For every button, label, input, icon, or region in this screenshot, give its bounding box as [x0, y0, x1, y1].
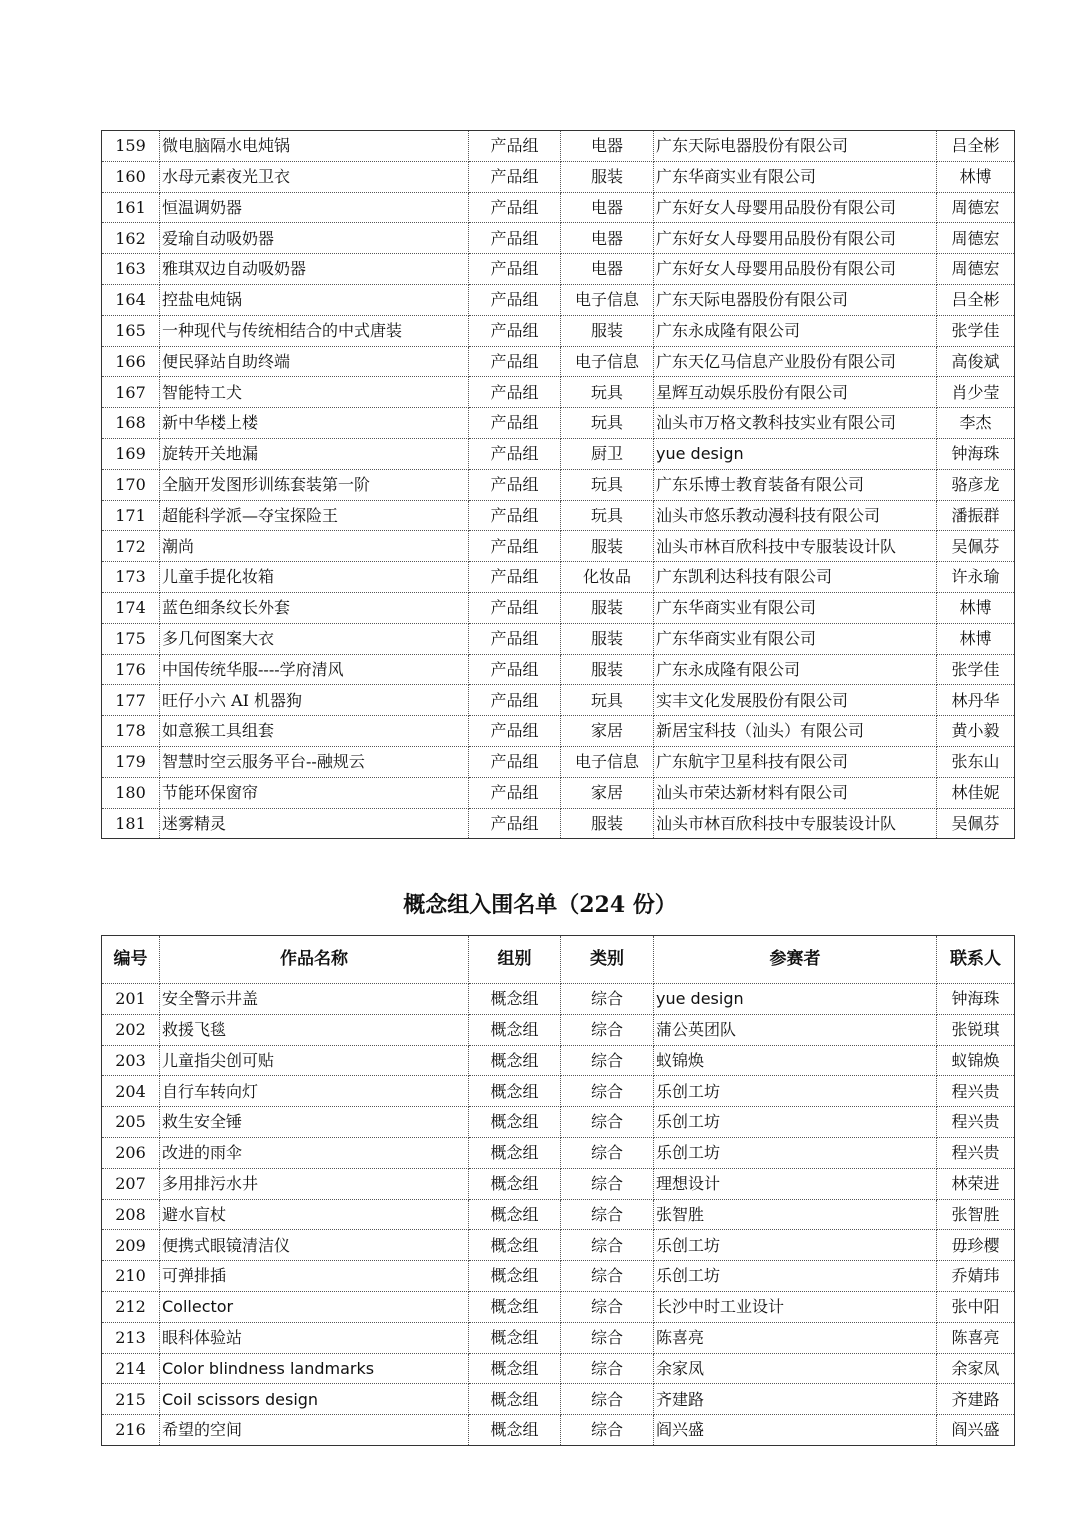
- cell-contact: 林博: [937, 623, 1015, 654]
- cell-num: 167: [102, 377, 160, 408]
- header-num: 编号: [102, 936, 160, 984]
- cell-entrant: 乐创工坊: [654, 1107, 937, 1138]
- cell-group: 产品组: [469, 808, 561, 839]
- header-category: 类别: [561, 936, 654, 984]
- table-row: [102, 131, 1015, 162]
- cell-num: 175: [102, 623, 160, 654]
- table-row: [102, 438, 1015, 469]
- cell-group: 产品组: [469, 346, 561, 377]
- cell-category: 综合: [561, 1230, 654, 1261]
- cell-category: 玩具: [561, 685, 654, 716]
- cell-contact: 肖少莹: [937, 377, 1015, 408]
- cell-name: 微电脑隔水电炖锅: [160, 131, 469, 162]
- cell-entrant: 广东华商实业有限公司: [654, 623, 937, 654]
- cell-name: 安全警示井盖: [160, 984, 469, 1015]
- cell-entrant: 阎兴盛: [654, 1415, 937, 1446]
- cell-num: 177: [102, 685, 160, 716]
- cell-name: 旺仔小六 AI 机器狗: [160, 685, 469, 716]
- cell-name: 多几何图案大衣: [160, 623, 469, 654]
- cell-group: 产品组: [469, 284, 561, 315]
- cell-entrant: 广东天际电器股份有限公司: [654, 131, 937, 162]
- cell-entrant: 齐建路: [654, 1384, 937, 1415]
- cell-num: 203: [102, 1045, 160, 1076]
- cell-num: 171: [102, 500, 160, 531]
- cell-num: 180: [102, 777, 160, 808]
- cell-category: 综合: [561, 1322, 654, 1353]
- cell-group: 概念组: [469, 1076, 561, 1107]
- cell-num: 205: [102, 1107, 160, 1138]
- cell-contact: 许永瑜: [937, 562, 1015, 593]
- cell-group: 产品组: [469, 131, 561, 162]
- table-row: [102, 1322, 1015, 1353]
- table-row: [102, 592, 1015, 623]
- cell-entrant: 实丰文化发展股份有限公司: [654, 685, 937, 716]
- cell-contact: 高俊斌: [937, 346, 1015, 377]
- table-row: [102, 984, 1015, 1015]
- cell-group: 概念组: [469, 1199, 561, 1230]
- cell-group: 产品组: [469, 192, 561, 223]
- table-row: [102, 1045, 1015, 1076]
- cell-category: 服装: [561, 623, 654, 654]
- cell-num: 207: [102, 1168, 160, 1199]
- cell-contact: 周德宏: [937, 254, 1015, 285]
- cell-group: 产品组: [469, 223, 561, 254]
- cell-contact: 周德宏: [937, 192, 1015, 223]
- cell-contact: 潘振群: [937, 500, 1015, 531]
- cell-contact: 张学佳: [937, 654, 1015, 685]
- table-row: [102, 254, 1015, 285]
- cell-group: 概念组: [469, 1168, 561, 1199]
- cell-entrant: 广东好女人母婴用品股份有限公司: [654, 192, 937, 223]
- cell-contact: 张智胜: [937, 1199, 1015, 1230]
- cell-contact: 林佳妮: [937, 777, 1015, 808]
- cell-name: 全脑开发图形训练套装第一阶: [160, 469, 469, 500]
- cell-entrant: 广东永成隆有限公司: [654, 315, 937, 346]
- cell-entrant: 汕头市荣达新材料有限公司: [654, 777, 937, 808]
- cell-category: 综合: [561, 1045, 654, 1076]
- table-row: [102, 746, 1015, 777]
- cell-name: 智能特工犬: [160, 377, 469, 408]
- cell-num: 160: [102, 161, 160, 192]
- concept-group-table: [101, 935, 1015, 1446]
- cell-category: 综合: [561, 1168, 654, 1199]
- cell-name: 旋转开关地漏: [160, 438, 469, 469]
- cell-contact: 黄小毅: [937, 716, 1015, 747]
- cell-category: 综合: [561, 1137, 654, 1168]
- cell-group: 产品组: [469, 531, 561, 562]
- cell-contact: 吕全彬: [937, 131, 1015, 162]
- table-row: [102, 223, 1015, 254]
- cell-category: 玩具: [561, 500, 654, 531]
- cell-contact: 吴佩芬: [937, 531, 1015, 562]
- cell-num: 172: [102, 531, 160, 562]
- table-row: [102, 1230, 1015, 1261]
- table-row: [102, 500, 1015, 531]
- cell-contact: 张学佳: [937, 315, 1015, 346]
- cell-entrant: 广东好女人母婴用品股份有限公司: [654, 223, 937, 254]
- cell-group: 概念组: [469, 1353, 561, 1384]
- cell-entrant: 广东天亿马信息产业股份有限公司: [654, 346, 937, 377]
- table-row: [102, 1384, 1015, 1415]
- cell-group: 产品组: [469, 654, 561, 685]
- cell-name: 控盐电炖锅: [160, 284, 469, 315]
- table-row: [102, 716, 1015, 747]
- cell-group: 概念组: [469, 1230, 561, 1261]
- cell-name: 迷雾精灵: [160, 808, 469, 839]
- cell-group: 产品组: [469, 161, 561, 192]
- cell-contact: 吕全彬: [937, 284, 1015, 315]
- cell-category: 服装: [561, 654, 654, 685]
- cell-num: 159: [102, 131, 160, 162]
- table-row: [102, 377, 1015, 408]
- cell-entrant: 张智胜: [654, 1199, 937, 1230]
- cell-num: 204: [102, 1076, 160, 1107]
- table-row: [102, 808, 1015, 839]
- table-row: [102, 654, 1015, 685]
- cell-num: 162: [102, 223, 160, 254]
- cell-num: 202: [102, 1014, 160, 1045]
- cell-num: 178: [102, 716, 160, 747]
- cell-group: 概念组: [469, 1137, 561, 1168]
- cell-contact: 齐建路: [937, 1384, 1015, 1415]
- cell-group: 产品组: [469, 438, 561, 469]
- cell-category: 综合: [561, 1199, 654, 1230]
- cell-name: 便民驿站自助终端: [160, 346, 469, 377]
- cell-category: 服装: [561, 808, 654, 839]
- cell-entrant: 汕头市林百欣科技中专服装设计队: [654, 531, 937, 562]
- cell-entrant: 广东永成隆有限公司: [654, 654, 937, 685]
- cell-contact: 钟海珠: [937, 984, 1015, 1015]
- cell-num: 163: [102, 254, 160, 285]
- cell-num: 164: [102, 284, 160, 315]
- cell-category: 电器: [561, 192, 654, 223]
- cell-name: Color blindness landmarks: [160, 1353, 469, 1384]
- cell-entrant: 广东航宇卫星科技有限公司: [654, 746, 937, 777]
- cell-num: 201: [102, 984, 160, 1015]
- table-row: [102, 623, 1015, 654]
- cell-category: 电器: [561, 254, 654, 285]
- cell-entrant: 理想设计: [654, 1168, 937, 1199]
- cell-group: 产品组: [469, 254, 561, 285]
- cell-name: 中国传统华服----学府清风: [160, 654, 469, 685]
- cell-num: 174: [102, 592, 160, 623]
- cell-contact: 蚁锦焕: [937, 1045, 1015, 1076]
- cell-name: 自行车转向灯: [160, 1076, 469, 1107]
- cell-name: 改进的雨伞: [160, 1137, 469, 1168]
- product-group-table-body: [102, 131, 1015, 839]
- cell-group: 产品组: [469, 746, 561, 777]
- cell-contact: 周德宏: [937, 223, 1015, 254]
- cell-contact: 林博: [937, 592, 1015, 623]
- cell-group: 概念组: [469, 1261, 561, 1292]
- cell-name: 蓝色细条纹长外套: [160, 592, 469, 623]
- product-group-table: [101, 130, 1015, 839]
- cell-entrant: yue design: [654, 984, 937, 1015]
- cell-entrant: 广东华商实业有限公司: [654, 592, 937, 623]
- cell-num: 208: [102, 1199, 160, 1230]
- cell-name: 恒温调奶器: [160, 192, 469, 223]
- table-row: [102, 161, 1015, 192]
- cell-num: 209: [102, 1230, 160, 1261]
- cell-group: 概念组: [469, 984, 561, 1015]
- section-title: 概念组入围名单（224 份）: [403, 892, 677, 918]
- cell-num: 169: [102, 438, 160, 469]
- cell-entrant: 蒲公英团队: [654, 1014, 937, 1045]
- cell-name: Coil scissors design: [160, 1384, 469, 1415]
- cell-category: 综合: [561, 984, 654, 1015]
- cell-group: 产品组: [469, 500, 561, 531]
- cell-contact: 林荣进: [937, 1168, 1015, 1199]
- cell-contact: 张锐琪: [937, 1014, 1015, 1045]
- header-name: 作品名称: [160, 936, 469, 984]
- cell-entrant: 蚁锦焕: [654, 1045, 937, 1076]
- cell-entrant: 广东华商实业有限公司: [654, 161, 937, 192]
- cell-category: 玩具: [561, 469, 654, 500]
- table-row: [102, 284, 1015, 315]
- cell-entrant: 长沙中时工业设计: [654, 1291, 937, 1322]
- cell-entrant: 广东凯利达科技有限公司: [654, 562, 937, 593]
- cell-group: 产品组: [469, 408, 561, 439]
- cell-category: 家居: [561, 777, 654, 808]
- cell-num: 213: [102, 1322, 160, 1353]
- cell-group: 概念组: [469, 1384, 561, 1415]
- concept-group-table-body: [102, 984, 1015, 1446]
- cell-entrant: 汕头市林百欣科技中专服装设计队: [654, 808, 937, 839]
- cell-group: 概念组: [469, 1291, 561, 1322]
- cell-group: 产品组: [469, 685, 561, 716]
- cell-contact: 林博: [937, 161, 1015, 192]
- table-row: [102, 192, 1015, 223]
- cell-contact: 林丹华: [937, 685, 1015, 716]
- cell-name: 眼科体验站: [160, 1322, 469, 1353]
- table-row: [102, 1415, 1015, 1446]
- cell-contact: 程兴贵: [937, 1107, 1015, 1138]
- cell-num: 212: [102, 1291, 160, 1322]
- cell-name: 新中华楼上楼: [160, 408, 469, 439]
- cell-name: 节能环保窗帘: [160, 777, 469, 808]
- table-row: [102, 346, 1015, 377]
- table-row: [102, 1291, 1015, 1322]
- cell-name: 多用排污水井: [160, 1168, 469, 1199]
- cell-category: 电器: [561, 223, 654, 254]
- cell-entrant: yue design: [654, 438, 937, 469]
- cell-entrant: 乐创工坊: [654, 1261, 937, 1292]
- cell-category: 综合: [561, 1384, 654, 1415]
- cell-contact: 张中阳: [937, 1291, 1015, 1322]
- header-contact: 联系人: [937, 936, 1015, 984]
- cell-name: 避水盲杖: [160, 1199, 469, 1230]
- cell-entrant: 汕头市悠乐教动漫科技有限公司: [654, 500, 937, 531]
- cell-group: 产品组: [469, 562, 561, 593]
- cell-group: 概念组: [469, 1014, 561, 1045]
- table-row: [102, 1261, 1015, 1292]
- cell-contact: 吴佩芬: [937, 808, 1015, 839]
- table-row: [102, 408, 1015, 439]
- cell-group: 产品组: [469, 716, 561, 747]
- cell-name: 水母元素夜光卫衣: [160, 161, 469, 192]
- cell-name: 一种现代与传统相结合的中式唐装: [160, 315, 469, 346]
- cell-category: 化妆品: [561, 562, 654, 593]
- cell-num: 206: [102, 1137, 160, 1168]
- cell-num: 215: [102, 1384, 160, 1415]
- cell-contact: 骆彦龙: [937, 469, 1015, 500]
- cell-entrant: 星辉互动娱乐股份有限公司: [654, 377, 937, 408]
- cell-group: 概念组: [469, 1045, 561, 1076]
- cell-num: 161: [102, 192, 160, 223]
- cell-category: 电子信息: [561, 346, 654, 377]
- table-row: [102, 1168, 1015, 1199]
- cell-num: 173: [102, 562, 160, 593]
- cell-name: 儿童手提化妆箱: [160, 562, 469, 593]
- cell-name: 救援飞毯: [160, 1014, 469, 1045]
- table-row: [102, 531, 1015, 562]
- table-row: [102, 1107, 1015, 1138]
- table-row: [102, 315, 1015, 346]
- cell-category: 电子信息: [561, 284, 654, 315]
- cell-num: 210: [102, 1261, 160, 1292]
- cell-category: 综合: [561, 1353, 654, 1384]
- cell-group: 概念组: [469, 1322, 561, 1353]
- table-row: [102, 562, 1015, 593]
- cell-entrant: 汕头市万格文教科技实业有限公司: [654, 408, 937, 439]
- cell-group: 产品组: [469, 377, 561, 408]
- table-row: [102, 1076, 1015, 1107]
- cell-category: 玩具: [561, 377, 654, 408]
- cell-name: 便携式眼镜清洁仪: [160, 1230, 469, 1261]
- cell-name: 爱瑜自动吸奶器: [160, 223, 469, 254]
- cell-category: 电子信息: [561, 746, 654, 777]
- table-row: [102, 469, 1015, 500]
- cell-name: Collector: [160, 1291, 469, 1322]
- cell-category: 电器: [561, 131, 654, 162]
- cell-category: 服装: [561, 315, 654, 346]
- cell-category: 服装: [561, 161, 654, 192]
- cell-entrant: 乐创工坊: [654, 1230, 937, 1261]
- cell-entrant: 广东好女人母婴用品股份有限公司: [654, 254, 937, 285]
- table-header-row: [102, 936, 1015, 984]
- cell-category: 综合: [561, 1415, 654, 1446]
- cell-group: 产品组: [469, 623, 561, 654]
- cell-entrant: 乐创工坊: [654, 1137, 937, 1168]
- header-entrant: 参赛者: [654, 936, 937, 984]
- cell-category: 厨卫: [561, 438, 654, 469]
- cell-num: 168: [102, 408, 160, 439]
- cell-num: 214: [102, 1353, 160, 1384]
- cell-contact: 张东山: [937, 746, 1015, 777]
- table-row: [102, 1137, 1015, 1168]
- cell-category: 综合: [561, 1291, 654, 1322]
- cell-name: 雅琪双边自动吸奶器: [160, 254, 469, 285]
- cell-contact: 毋珍樱: [937, 1230, 1015, 1261]
- header-group: 组别: [469, 936, 561, 984]
- cell-category: 服装: [561, 531, 654, 562]
- cell-entrant: 广东乐博士教育装备有限公司: [654, 469, 937, 500]
- cell-name: 儿童指尖创可贴: [160, 1045, 469, 1076]
- cell-group: 产品组: [469, 469, 561, 500]
- cell-category: 家居: [561, 716, 654, 747]
- cell-num: 216: [102, 1415, 160, 1446]
- cell-category: 综合: [561, 1076, 654, 1107]
- cell-num: 181: [102, 808, 160, 839]
- cell-num: 179: [102, 746, 160, 777]
- cell-entrant: 新居宝科技（汕头）有限公司: [654, 716, 937, 747]
- cell-contact: 李杰: [937, 408, 1015, 439]
- cell-group: 概念组: [469, 1415, 561, 1446]
- cell-category: 服装: [561, 592, 654, 623]
- cell-contact: 余家凤: [937, 1353, 1015, 1384]
- cell-contact: 钟海珠: [937, 438, 1015, 469]
- cell-name: 救生安全锤: [160, 1107, 469, 1138]
- table-row: [102, 685, 1015, 716]
- cell-num: 166: [102, 346, 160, 377]
- cell-name: 潮尚: [160, 531, 469, 562]
- cell-category: 综合: [561, 1261, 654, 1292]
- cell-group: 产品组: [469, 777, 561, 808]
- cell-name: 如意猴工具组套: [160, 716, 469, 747]
- cell-name: 超能科学派—夺宝探险王: [160, 500, 469, 531]
- cell-entrant: 广东天际电器股份有限公司: [654, 284, 937, 315]
- cell-entrant: 余家凤: [654, 1353, 937, 1384]
- cell-num: 170: [102, 469, 160, 500]
- cell-name: 可弹排插: [160, 1261, 469, 1292]
- table-row: [102, 1014, 1015, 1045]
- cell-num: 176: [102, 654, 160, 685]
- cell-contact: 陈喜亮: [937, 1322, 1015, 1353]
- table-row: [102, 1199, 1015, 1230]
- cell-category: 玩具: [561, 408, 654, 439]
- cell-group: 产品组: [469, 315, 561, 346]
- cell-category: 综合: [561, 1107, 654, 1138]
- cell-contact: 阎兴盛: [937, 1415, 1015, 1446]
- cell-contact: 程兴贵: [937, 1076, 1015, 1107]
- cell-contact: 程兴贵: [937, 1137, 1015, 1168]
- cell-name: 希望的空间: [160, 1415, 469, 1446]
- cell-name: 智慧时空云服务平台--融规云: [160, 746, 469, 777]
- cell-category: 综合: [561, 1014, 654, 1045]
- cell-group: 产品组: [469, 592, 561, 623]
- table-row: [102, 777, 1015, 808]
- cell-contact: 乔婧玮: [937, 1261, 1015, 1292]
- cell-entrant: 陈喜亮: [654, 1322, 937, 1353]
- cell-entrant: 乐创工坊: [654, 1076, 937, 1107]
- cell-num: 165: [102, 315, 160, 346]
- cell-group: 概念组: [469, 1107, 561, 1138]
- table-row: [102, 1353, 1015, 1384]
